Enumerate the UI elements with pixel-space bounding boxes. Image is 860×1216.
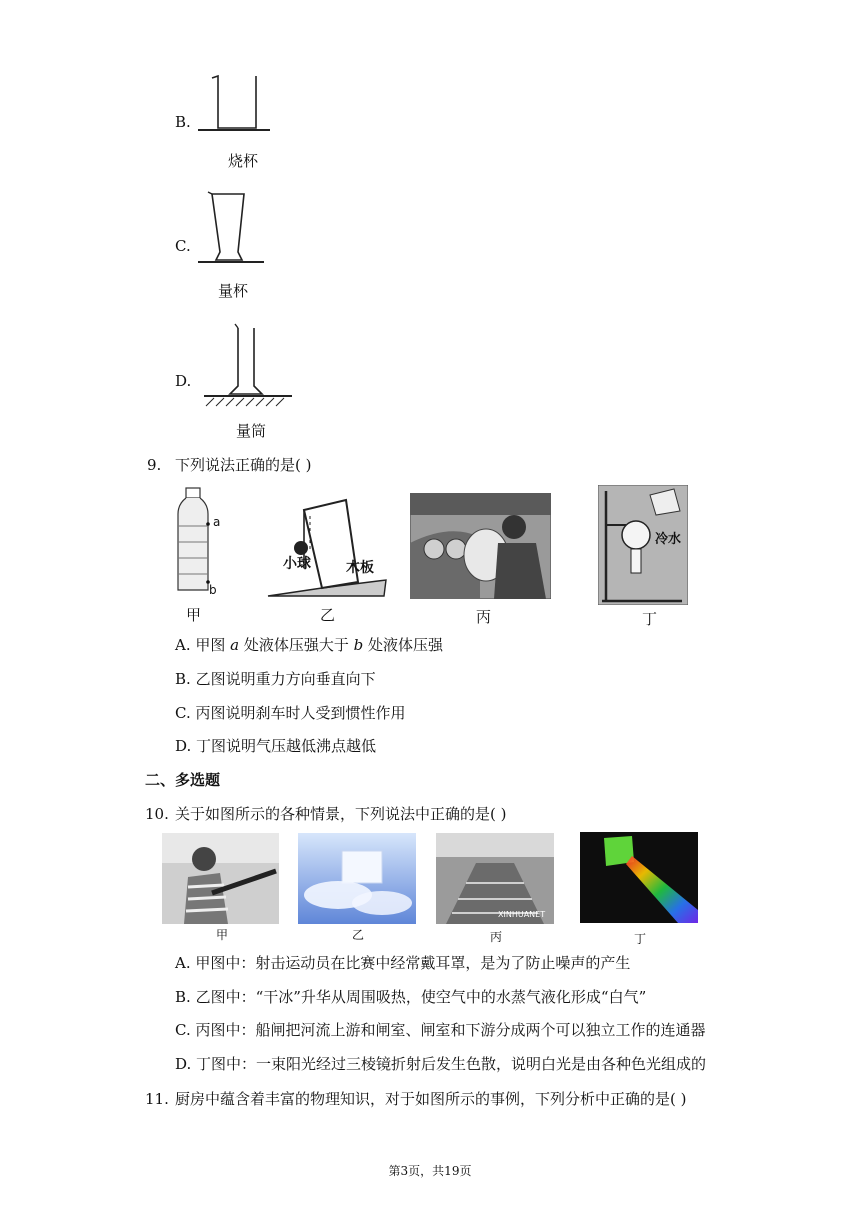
option-text: 丙图中：船闸把河流上游和闸室、闸室和下游分成两个可以独立工作的连通器 [195, 1021, 706, 1039]
option-letter: A. [175, 954, 191, 972]
q10-fig-yi-label: 乙 [352, 928, 365, 942]
option-text: 丙图说明刹车时人受到惯性作用 [195, 704, 406, 722]
beaker-caption: 烧杯 [228, 152, 259, 170]
option-letter: B. [175, 988, 191, 1006]
q10-fig-bing-label: 丙 [490, 930, 503, 944]
fig-yi-label: 乙 [320, 606, 336, 624]
measuring-cup-caption: 量杯 [218, 282, 249, 300]
q10-option-a[interactable] [175, 953, 630, 973]
fig-bing-label: 丙 [476, 608, 492, 626]
q9-option-c[interactable] [175, 703, 406, 723]
measuring-cup-figure [198, 190, 270, 266]
option-letter: C. [175, 704, 191, 722]
q11-stem: 厨房中蕴含着丰富的物理知识，对于如图所示的事例，下列分析中正确的是( ) [175, 1090, 687, 1108]
option-text-post: 处液体压强 [363, 636, 444, 654]
beaker-figure [198, 72, 270, 136]
q9-option-a[interactable] [175, 635, 443, 655]
label-a: a [213, 515, 221, 529]
label-b: b [209, 583, 217, 597]
option-text: 乙图说明重力方向垂直向下 [195, 670, 376, 688]
braking-car-figure [410, 493, 551, 599]
q9-stem: 下列说法正确的是( ) [175, 456, 312, 474]
watermark: XINHUANET [498, 910, 546, 919]
var-b: b [353, 636, 364, 654]
dry-ice-photo [298, 833, 416, 924]
q10-number: 10. [145, 805, 169, 823]
option-text-mid: 处液体压强大于 [239, 636, 354, 654]
option-text: 甲图中：射击运动员在比赛中经常戴耳罩，是为了防止噪声的产生 [195, 954, 631, 972]
q10-stem: 关于如图所示的各种情景，下列说法中正确的是( ) [175, 805, 507, 823]
option-d-letter: D. [175, 372, 192, 390]
q9-option-b[interactable] [175, 669, 376, 689]
label-cold-water: 冷水 [655, 532, 682, 547]
option-letter: B. [175, 670, 191, 688]
plumb-board-figure [266, 496, 390, 598]
option-b-letter: B. [175, 113, 191, 131]
option-text: 丁图中：一束阳光经过三棱镜折射后发生色散，说明白光是由各种色光组成的 [196, 1055, 707, 1073]
prism-dispersion-photo [580, 832, 698, 923]
q10-option-d[interactable] [175, 1054, 706, 1074]
option-text: 乙图中：“干冰”升华从周围吸热，使空气中的水蒸气液化形成“白气” [195, 988, 647, 1006]
option-text: 丁图说明气压越低沸点越低 [196, 737, 377, 755]
q10-fig-jia-label: 甲 [216, 928, 229, 942]
section-heading: 二、多选题 [145, 771, 221, 789]
fig-ding-label: 丁 [642, 610, 658, 628]
option-text-pre: 甲图 [195, 636, 231, 654]
q9-number: 9. [147, 456, 162, 474]
q10-option-b[interactable] [175, 987, 646, 1007]
fig-jia-label: 甲 [186, 606, 202, 624]
option-letter: C. [175, 1021, 191, 1039]
option-letter: D. [175, 737, 192, 755]
option-letter: A. [175, 636, 191, 654]
option-c-letter: C. [175, 237, 191, 255]
graduated-cylinder-caption: 量筒 [236, 422, 267, 440]
q9-option-d[interactable] [175, 736, 376, 756]
page-footer: 第3页，共19页 [388, 1164, 472, 1178]
q10-fig-ding-label: 丁 [634, 932, 647, 946]
graduated-cylinder-figure [198, 320, 294, 412]
bottle-figure [170, 486, 230, 598]
label-board: 木板 [346, 560, 374, 576]
option-letter: D. [175, 1055, 192, 1073]
var-a: a [230, 636, 240, 654]
q11-number: 11. [145, 1090, 169, 1108]
label-ball: 小球 [283, 556, 311, 572]
q10-option-c[interactable] [175, 1020, 706, 1040]
shooter-photo [162, 833, 279, 924]
